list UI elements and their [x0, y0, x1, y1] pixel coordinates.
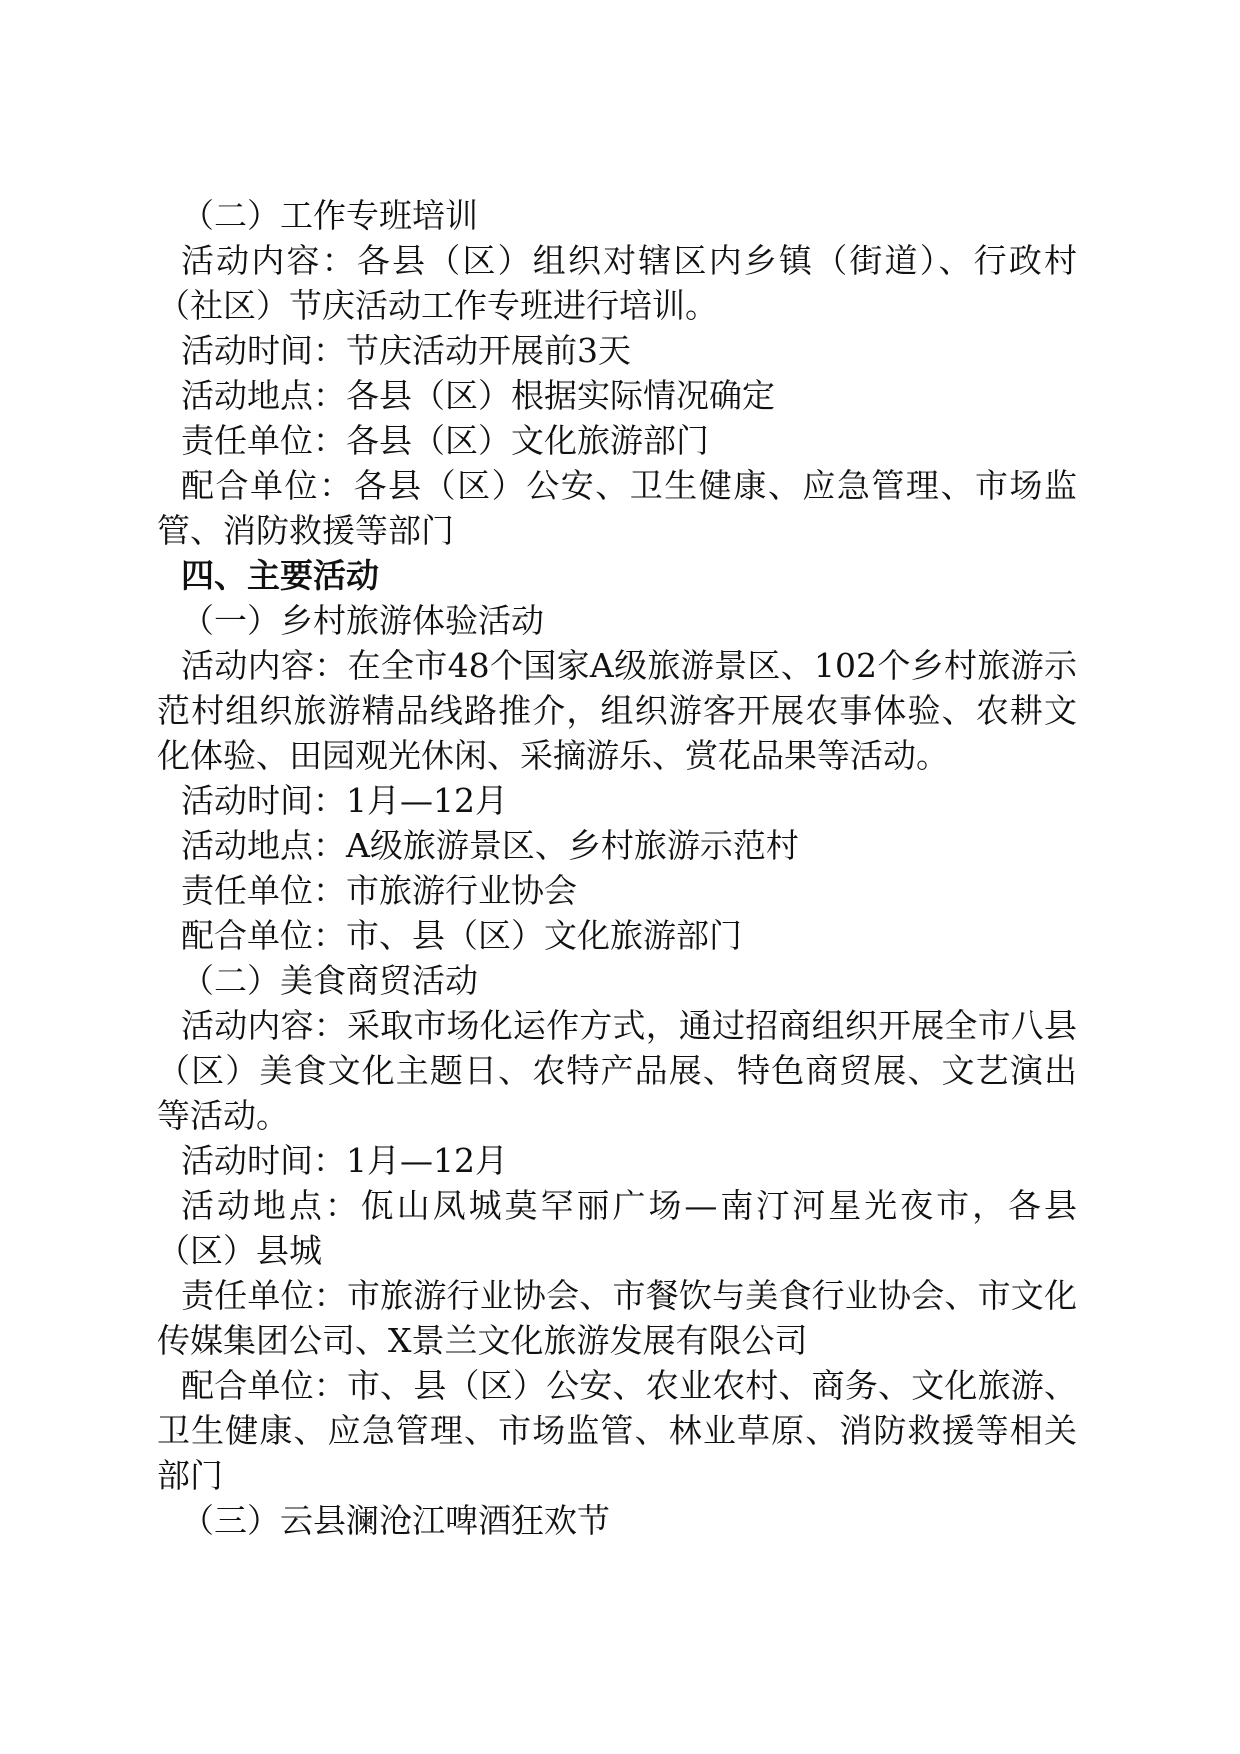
rural-tourism-time: 活动时间：1月—12月	[181, 781, 508, 820]
document-body	[157, 193, 1077, 1543]
training-location: 活动地点：各县（区）根据实际情况确定	[181, 376, 775, 415]
training-responsible-unit: 责任单位：各县（区）文化旅游部门	[181, 421, 709, 460]
training-time: 活动时间：节庆活动开展前3天	[181, 331, 631, 370]
training-content: 活动内容：各县（区）组织对辖区内乡镇（街道）、行政村（社区）节庆活动工作专班进行培训。	[157, 241, 1077, 325]
section-heading-main-activities: 四、主要活动	[181, 556, 379, 595]
section-heading-rural-tourism: （一）乡村旅游体验活动	[181, 601, 544, 640]
food-trade-cooperating-units: 配合单位：市、县（区）公安、农业农村、商务、文化旅游、卫生健康、应急管理、市场监管、林业草原、消防救援等相关部门	[157, 1366, 1077, 1495]
food-trade-time: 活动时间：1月—12月	[181, 1141, 508, 1180]
rural-tourism-responsible-unit: 责任单位：市旅游行业协会	[181, 871, 577, 910]
food-trade-content: 活动内容：采取市场化运作方式，通过招商组织开展全市八县（区）美食文化主题日、农特产品展、特色商贸展、文艺演出等活动。	[157, 1006, 1077, 1135]
rural-tourism-cooperating-units: 配合单位：市、县（区）文化旅游部门	[181, 916, 742, 955]
food-trade-location: 活动地点：佤山凤城莫罕丽广场—南汀河星光夜市，各县（区）县城	[157, 1186, 1077, 1270]
rural-tourism-content: 活动内容：在全市48个国家A级旅游景区、102个乡村旅游示范村组织旅游精品线路推介，组织游客开展农事体验、农耕文化体验、田园观光休闲、采摘游乐、赏花品果等活动。	[157, 646, 1077, 775]
section-heading-work-team-training: （二）工作专班培训	[181, 196, 478, 235]
section-heading-beer-festival: （三）云县澜沧江啤酒狂欢节	[181, 1501, 610, 1540]
section-heading-food-trade: （二）美食商贸活动	[181, 961, 478, 1000]
rural-tourism-location: 活动地点：A级旅游景区、乡村旅游示范村	[181, 826, 799, 865]
food-trade-responsible-units: 责任单位：市旅游行业协会、市餐饮与美食行业协会、市文化传媒集团公司、X景兰文化旅游发展有限公司	[157, 1276, 1077, 1360]
training-cooperating-units: 配合单位：各县（区）公安、卫生健康、应急管理、市场监管、消防救援等部门	[157, 466, 1077, 550]
